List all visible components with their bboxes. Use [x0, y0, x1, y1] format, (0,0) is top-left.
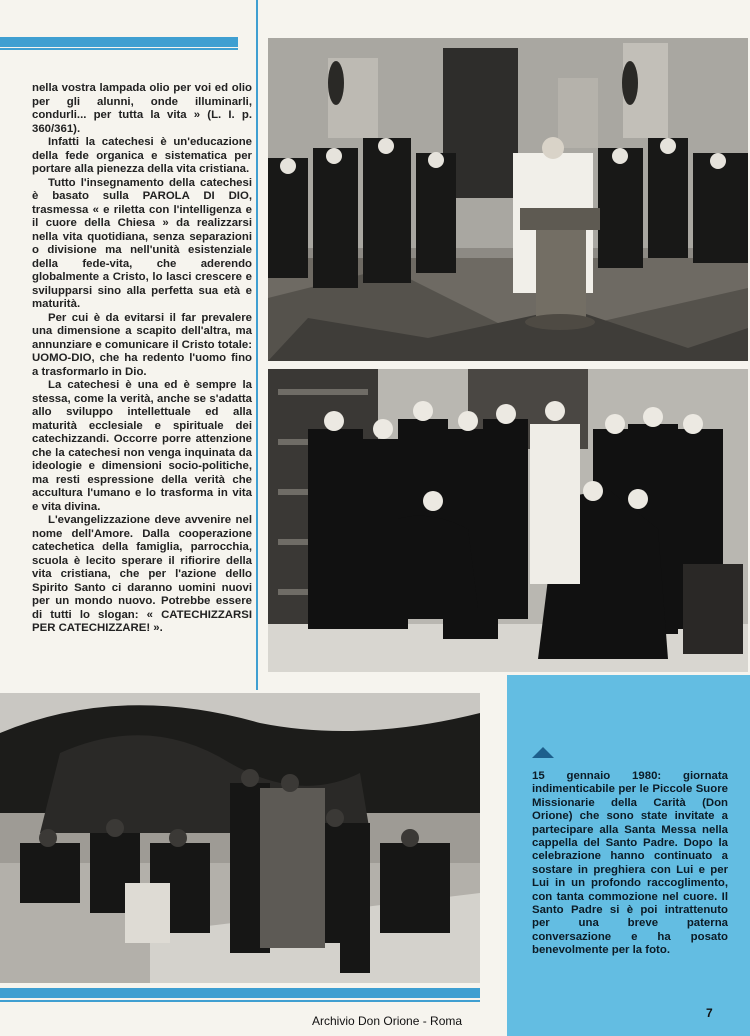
bottom-blue-rule: [0, 988, 480, 998]
article-text-column: [32, 82, 252, 636]
paragraph-1: nella vostra lampada olio per voi ed olio per gli alunni, onde illuminarli, condurli... per tutta la vita » (L. I. p. 360/361).: [32, 82, 252, 135]
paragraph-6: L'evangelizzazione deve avvenire nel nome dell'Amore. Dalla cooperazione catechetica della famiglia, parrocchia, scuola è lecito sperare il rifiorire della vita cristiana, che per l'azione dello Spirito Santo ci daranno uomini nuovi per un mondo nuovo. Potrebbe essere di tutti lo slogan: « CATECHIZZARSI PER CATECHIZZARE! ».: [32, 514, 252, 634]
caption-pointer-icon: [532, 747, 554, 758]
top-blue-rule: [0, 37, 238, 49]
paragraph-5: La catechesi è una ed è sempre la stessa, come la verità, anche se s'adatta allo sviluppo intellettuale ed alla maturità ecclesiale e spirituale dei catechizzandi. Occorre porre attenzione che la catechesi non venga inquinata da ideologie e dimensioni socio-politiche, ma resti espressione della verità che accultura l'umano e lo trasforma in vita e vita divina.: [32, 379, 252, 513]
paragraph-3: Tutto l'insegnamento della catechesi è basato sulla PAROLA DI DIO, trasmessa « e riletta con l'intelligenza e il cuore della Chiesa » da realizzarsi nella vita quotidiana, senza separazioni o divisione ma nell'unità esistenziale della fede-vita, che aderendo globalmente a Cristo, lo lasci crescere e svilupparsi sino alla perfetta sua età e maturità.: [32, 176, 252, 310]
page-number: 7: [706, 1006, 713, 1020]
column-divider: [256, 0, 258, 690]
caption-text: 15 gennaio 1980: giornata indimenticabile per le Piccole Suore Missionarie della Carità (Don Orione) che sono state invitate a partecipare alla Santa Messa nella cappella del Santo Padre. Dopo la celebrazione hanno continuato a sostare in preghiera con Lui e per Lui in un profondo raccoglimento, con tanta commozione nel cuore. Il Santo Padre si è poi intrattenuto per una breve paterna conversazione e ha posato benevolmente per la foto.: [532, 770, 728, 957]
archive-credit: Archivio Don Orione - Roma: [312, 1014, 463, 1028]
paragraph-2: Infatti la catechesi è un'educazione della fede organica e sistematica per portare alla pienezza della vita cristiana.: [32, 136, 252, 175]
photo-group-portrait: [268, 369, 748, 672]
photo-chapel-prayer: [268, 38, 748, 361]
paragraph-4: Per cui è da evitarsi il far prevalere una dimensione a scapito dell'altra, ma annunziare e comunicare il Cristo totale: UOMO-DIO, che ha redento l'uomo fino a trasformarlo in Dio.: [32, 311, 252, 378]
photo-outdoor-mission: [0, 693, 480, 983]
photo-caption-box: [507, 675, 750, 1036]
